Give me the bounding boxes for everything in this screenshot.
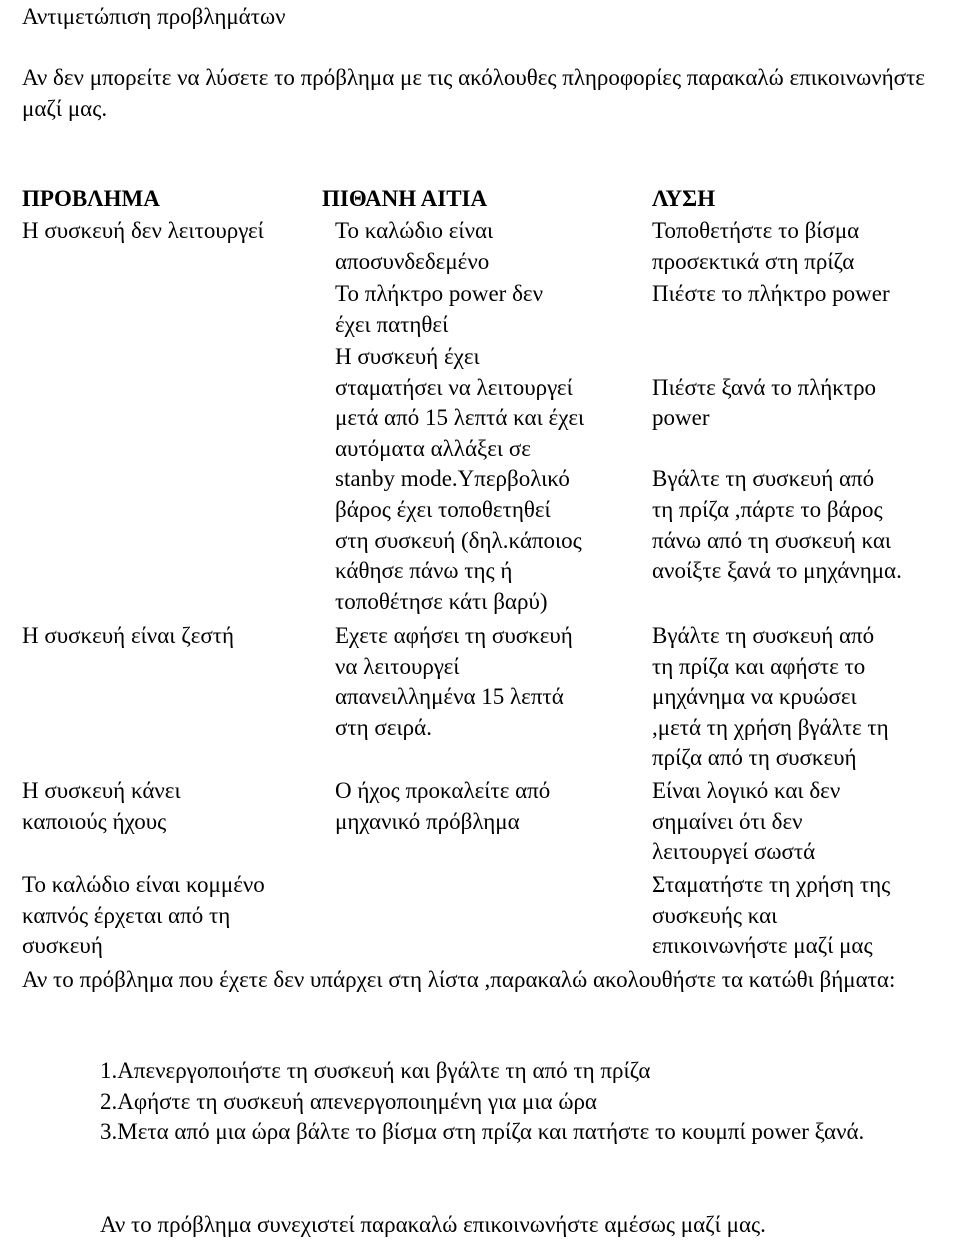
list-item: 3.Μετα από μια ώρα βάλτε το βίσμα στη πρίζα και πατήστε το κουμπί power ξανά.	[100, 1119, 865, 1145]
cause-cell: Η συσκευή έχει σταματήσει να λειτουργεί μετά από 15 λεπτά και έχει αυτόματα αλλάξει σε stanby mode.Υπερβολικό βάρος έχει τοποθετηθεί στη συσκευή (δηλ.κάποιος κάθησε πάνω της ή τοποθέτησε κάτι βαρύ)	[335, 344, 585, 614]
page-title: Αντιμετώπιση προβλημάτων	[22, 4, 286, 29]
list-item: 1.Απενεργοποιήστε τη συσκευή και βγάλτε τη από τη πρίζα	[100, 1058, 651, 1083]
cause-cell: Το πλήκτρο power δεν έχει πατηθεί	[335, 281, 543, 337]
solution-cell: Βγάλτε τη συσκευή από τη πρίζα και αφήστε το μηχάνημα να κρυώσει ,μετά τη χρήση βγάλτε τη πρίζα από τη συσκευή	[652, 623, 889, 771]
solution-cell	[652, 342, 952, 587]
cause-cell: Ο ήχος προκαλείτε από μηχανικό πρόβλημα	[335, 778, 551, 834]
solution-cell: Σταματήστε τη χρήση της συσκευής και επικοινωνήστε μαζί μας	[652, 872, 891, 959]
cause-cell: Εχετε αφήσει τη συσκευή να λειτουργεί απανειλλημένα 15 λεπτά στη σειρά.	[335, 623, 573, 740]
solution-cell: Είναι λογικό και δεν σημαίνει ότι δεν λειτουργεί σωστά	[652, 778, 841, 865]
solution-cell: Πιέστε το πλήκτρο power	[652, 281, 890, 306]
cause-cell: Το καλώδιο είναι αποσυνδεδεμένο	[335, 218, 494, 274]
solution-text-extra: Βγάλτε τη συσκευή από τη πρίζα ,πάρτε το βάρος πάνω από τη συσκευή και ανοίξτε ξανά το μηχάνημα.	[652, 466, 902, 584]
problem-cell: Η συσκευή δεν λειτουργεί	[22, 218, 264, 243]
table-header	[0, 184, 960, 215]
problem-cell: Η συσκευή κάνει καποιούς ήχους	[22, 778, 181, 834]
outro-paragraph: Αν το πρόβλημα που έχετε δεν υπάρχει στη λίστα ,παρακαλώ ακολουθήστε τα κατώθι βήματα:	[22, 967, 896, 992]
intro-paragraph: Αν δεν μπορείτε να λύσετε το πρόβλημα με τις ακόλουθες πληροφορίες παρακαλώ επικοινωνήστε μαζί μας.	[22, 65, 925, 121]
problem-cell: Το καλώδιο είναι κομμένο καπνός έρχεται από τη συσκευή	[22, 872, 265, 959]
problem-cell: Η συσκευή είναι ζεστή	[22, 623, 235, 648]
header-cause: ΠΙΘΑΝΗ ΑΙΤΙΑ	[322, 186, 488, 211]
header-problem: ΠΡΟΒΛΗΜΑ	[22, 186, 160, 211]
final-note: Αν το πρόβλημα συνεχιστεί παρακαλώ επικοινωνήστε αμέσως μαζί μας.	[100, 1212, 766, 1237]
list-item: 2.Αφήστε τη συσκευή απενεργοποιημένη για μια ώρα	[100, 1088, 597, 1114]
header-solution: ΛΥΣΗ	[652, 186, 716, 211]
solution-text: Πιέστε ξανά το πλήκτρο power	[652, 374, 877, 431]
steps-list	[100, 1056, 940, 1148]
solution-cell: Τοποθετήστε το βίσμα προσεκτικά στη πρίζα	[652, 218, 860, 274]
